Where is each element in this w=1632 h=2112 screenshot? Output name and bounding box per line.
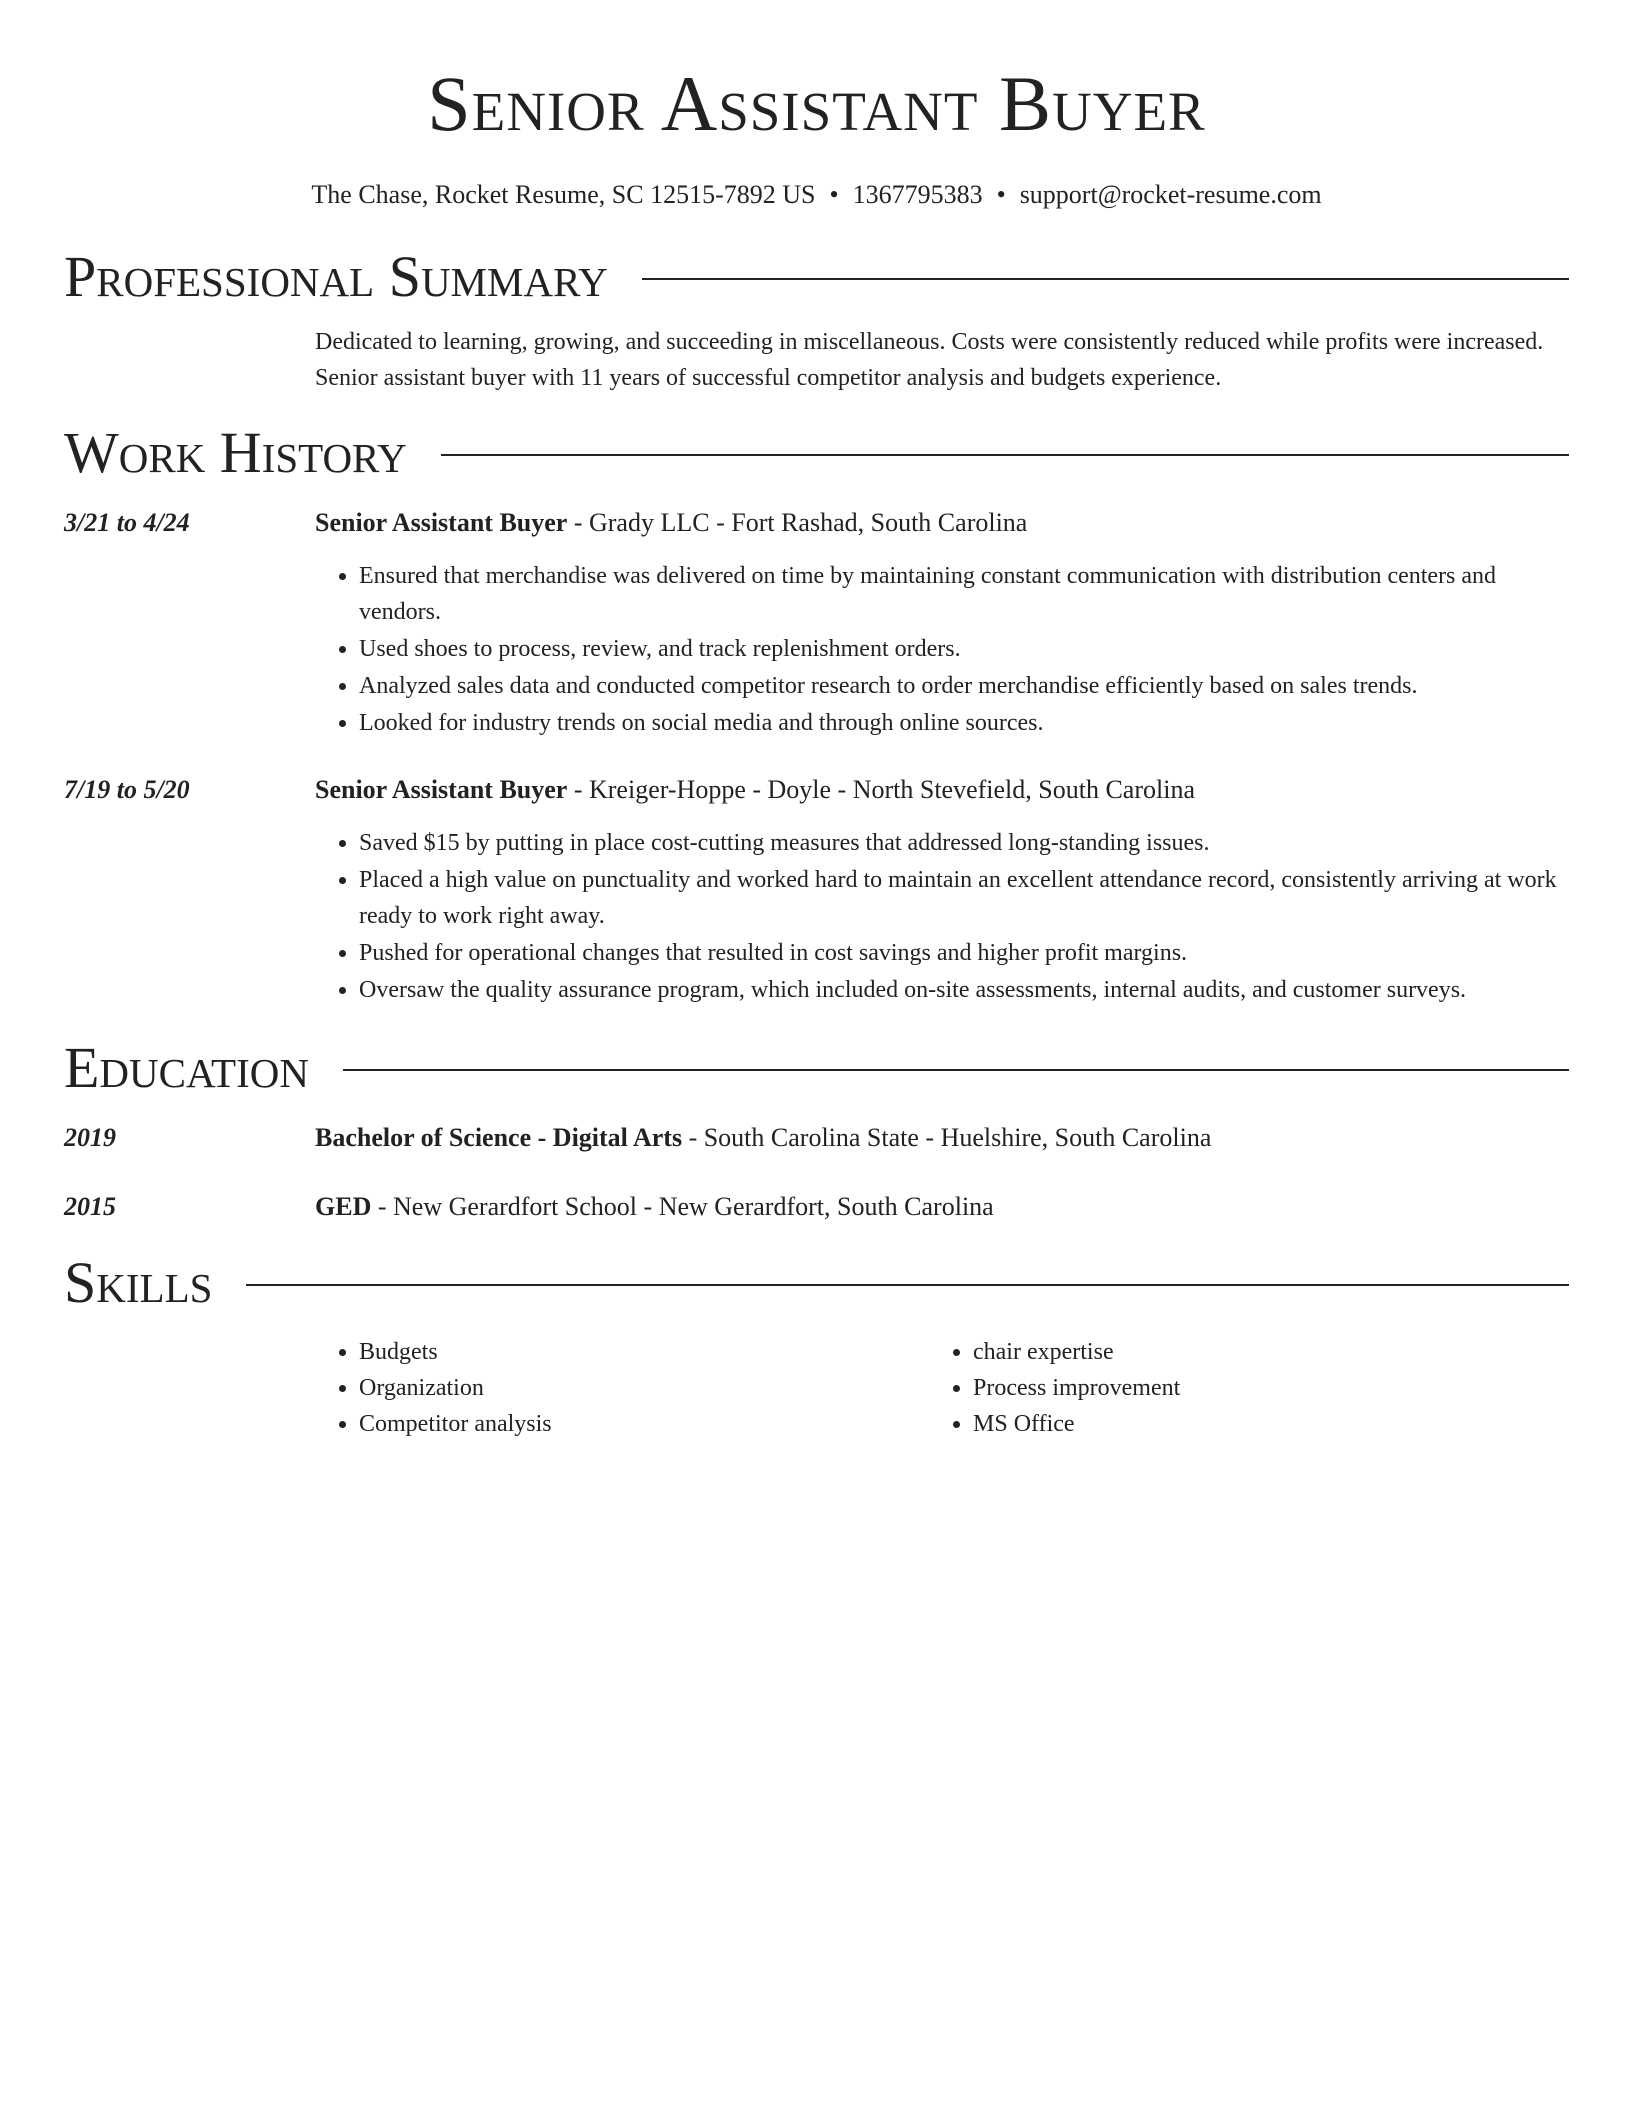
education-degree: GED xyxy=(315,1192,372,1221)
education-details: - South Carolina State - Huelshire, South Carolina xyxy=(682,1123,1212,1152)
job-bullet: • Oversaw the quality assurance program, which included on-site assessments, internal audits, and customer surveys. xyxy=(359,972,1569,1008)
skill-item: • MS Office xyxy=(973,1406,1543,1442)
job-details: - Grady LLC - Fort Rashad, South Carolina xyxy=(567,508,1028,537)
summary-section-heading xyxy=(64,244,1569,310)
job-bullet: • Looked for industry trends on social media and through online sources. xyxy=(359,705,1569,741)
job-body xyxy=(315,773,1569,1009)
job-entry xyxy=(64,773,1569,1009)
education-section-heading xyxy=(64,1035,1569,1101)
skill-item: • chair expertise xyxy=(973,1334,1543,1370)
job-body xyxy=(315,506,1569,742)
summary-text: Dedicated to learning, growing, and succeeding in miscellaneous. Costs were consistently reduced while profits were increased. Senior assistant buyer with 11 years of successful competitor analysis and budgets experience. xyxy=(315,329,1544,391)
education-line xyxy=(315,1190,1569,1224)
contact-separator: • xyxy=(996,180,1006,209)
section-rule xyxy=(642,278,1569,280)
contact-email: support@rocket-resume.com xyxy=(1019,180,1322,209)
education-degree: Bachelor of Science - Digital Arts xyxy=(315,1123,683,1152)
job-bullet: • Used shoes to process, review, and track replenishment orders. xyxy=(359,631,1569,667)
skills-heading: Skills xyxy=(64,1250,213,1315)
skills-list-right xyxy=(929,1334,1543,1442)
education-year: 2015 xyxy=(64,1192,116,1221)
job-bullet: • Saved $15 by putting in place cost-cutting measures that addressed long-standing issues. xyxy=(359,825,1569,861)
section-rule xyxy=(343,1069,1569,1071)
skill-item: • Competitor analysis xyxy=(359,1406,929,1442)
contact-phone: 1367795383 xyxy=(852,180,983,209)
job-bullet: • Analyzed sales data and conducted competitor research to order merchandise efficiently based on sales trends. xyxy=(359,668,1569,704)
job-title-line xyxy=(315,773,1569,807)
skill-item: • Organization xyxy=(359,1370,929,1406)
job-dates: 7/19 to 5/20 xyxy=(64,775,190,804)
work-section-heading xyxy=(64,420,1569,486)
education-entry xyxy=(64,1121,1569,1155)
work-heading: Work History xyxy=(64,420,407,485)
resume-page xyxy=(64,0,1569,1442)
skills-section-heading xyxy=(64,1250,1569,1316)
skills-list-left xyxy=(315,1334,929,1442)
education-line xyxy=(315,1121,1569,1155)
skill-item: • Budgets xyxy=(359,1334,929,1370)
education-entry xyxy=(64,1190,1569,1224)
job-title: Senior Assistant Buyer xyxy=(315,775,568,804)
job-bullet: • Ensured that merchandise was delivered on time by maintaining constant communication with distribution centers and vendors. xyxy=(359,558,1569,630)
job-dates: 3/21 to 4/24 xyxy=(64,508,190,537)
education-body xyxy=(315,1190,1569,1224)
job-bullet: • Pushed for operational changes that resulted in cost savings and higher profit margins. xyxy=(359,935,1569,971)
job-title: Senior Assistant Buyer xyxy=(315,508,568,537)
education-details: - New Gerardfort School - New Gerardfort, South Carolina xyxy=(371,1192,994,1221)
job-bullet-list xyxy=(315,558,1569,741)
contact-address: The Chase, Rocket Resume, SC 12515-7892 US xyxy=(311,180,816,209)
skills-columns xyxy=(315,1334,1569,1442)
job-bullet-list xyxy=(315,825,1569,1008)
education-heading: Education xyxy=(64,1035,309,1100)
education-year: 2019 xyxy=(64,1123,116,1152)
job-title-line xyxy=(315,506,1569,540)
section-rule xyxy=(246,1284,1569,1286)
summary-heading: Professional Summary xyxy=(64,244,608,309)
job-bullet: • Placed a high value on punctuality and worked hard to maintain an excellent attendance record, consistently arriving at work ready to work right away. xyxy=(359,862,1569,934)
candidate-name: Senior Assistant Buyer xyxy=(427,60,1206,147)
job-entry xyxy=(64,506,1569,742)
job-details: - Kreiger-Hoppe - Doyle - North Stevefield, South Carolina xyxy=(567,775,1195,804)
contact-separator: • xyxy=(829,180,839,209)
education-body xyxy=(315,1121,1569,1155)
skill-item: • Process improvement xyxy=(973,1370,1543,1406)
section-rule xyxy=(441,454,1569,456)
contact-line xyxy=(64,178,1569,212)
